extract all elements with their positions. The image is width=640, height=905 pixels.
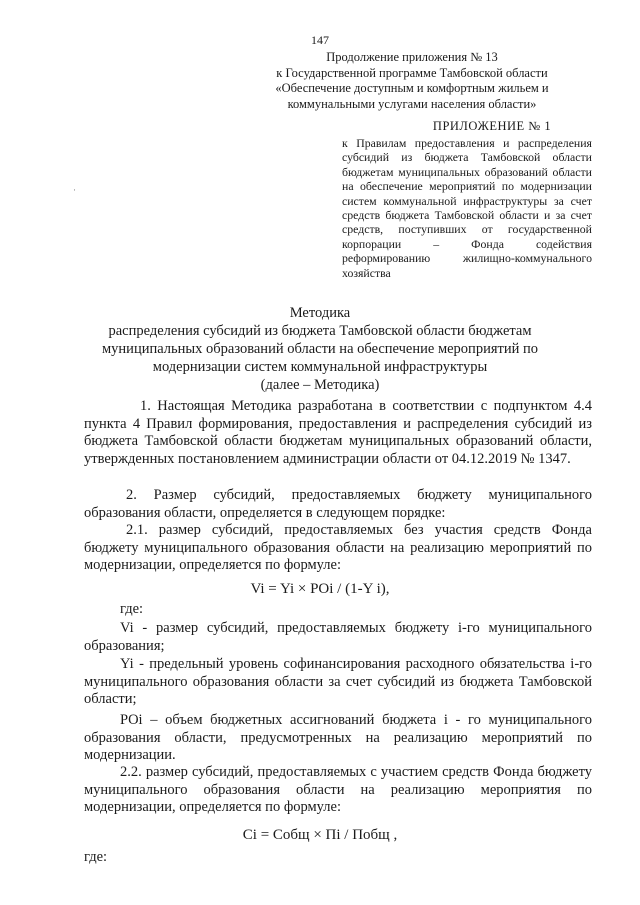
appendix-text: к Правилам предоставления и распределения субсидий из бюджета Тамбовской области бюджетам муниципальных образований области на обеспечение мероприятий по модернизации систем коммунальной инфраструктуры за счет средств бюджета Тамбовской области и за счет средств, поступивших от государственной корпорации – Фонда содействия реформированию жилищно-коммунального хозяйства bbox=[342, 136, 592, 280]
paragraph-1: 1. Настоящая Методика разработана в соответствии с подпунктом 4.4 пункта 4 Правил формирования, предоставления и распределения субсидий из бюджета Тамбовской области бюджетам муниципальных образований области, утвержденных постановлением администрации области от 04.12.2019 № 1347. bbox=[84, 398, 592, 467]
page-number: 147 bbox=[311, 33, 329, 47]
formula-1: Vi = Yi × POi / (1-Y i), bbox=[250, 581, 390, 597]
definition-v: Vi - размер субсидий, предоставляемых бюджету i-го муниципального образования; bbox=[84, 620, 592, 654]
formula-2: Ci = Cобщ × Пi / Побщ , bbox=[242, 827, 398, 843]
subtitle-line: муниципальных образований области на обеспечение мероприятий по bbox=[102, 341, 538, 357]
subtitle-line: модернизации систем коммунальной инфраструктуры bbox=[152, 359, 488, 375]
definition-y: Yi - предельный уровень софинансирования расходного обязательства i-го муниципального образования области за счет субсидий из бюджета Тамбовской области; bbox=[84, 656, 592, 708]
continuation-line: коммунальными услугами населения области» bbox=[287, 96, 537, 111]
margin-mark: · bbox=[73, 185, 76, 195]
definition-po: POi – объем бюджетных ассигнований бюджета i - го муниципального образования области, предусмотренных на реализацию мероприятий по модернизации. bbox=[84, 712, 592, 764]
subtitle-line: распределения субсидий из бюджета Тамбовской области бюджетам bbox=[108, 323, 532, 339]
paragraph-2: 2. Размер субсидий, предоставляемых бюджету муниципального образования области, определяется в следующем порядке: bbox=[84, 487, 592, 521]
continuation-header bbox=[232, 50, 592, 112]
where-label-2: где: bbox=[84, 849, 108, 865]
doc-subtitle bbox=[0, 322, 640, 394]
continuation-line: к Государственной программе Тамбовской области bbox=[276, 65, 548, 80]
appendix-title: ПРИЛОЖЕНИЕ № 1 bbox=[432, 119, 552, 133]
continuation-line: Продолжение приложения № 13 bbox=[326, 50, 498, 64]
paragraph-2-2: 2.2. размер субсидий, предоставляемых с участием средств Фонда бюджету муниципального образования области на реализацию мероприятия по модернизации, определяется по формуле: bbox=[84, 764, 592, 816]
where-label-1: где: bbox=[120, 601, 144, 617]
continuation-line: «Обеспечение доступным и комфортным жильем и bbox=[275, 81, 549, 95]
paragraph-2-1: 2.1. размер субсидий, предоставляемых без участия средств Фонда бюджету муниципального образования области на реализацию мероприятий по модернизации, определяется по формуле: bbox=[84, 522, 592, 574]
doc-title: Методика bbox=[289, 305, 351, 321]
subtitle-line: (далее – Методика) bbox=[260, 377, 380, 393]
